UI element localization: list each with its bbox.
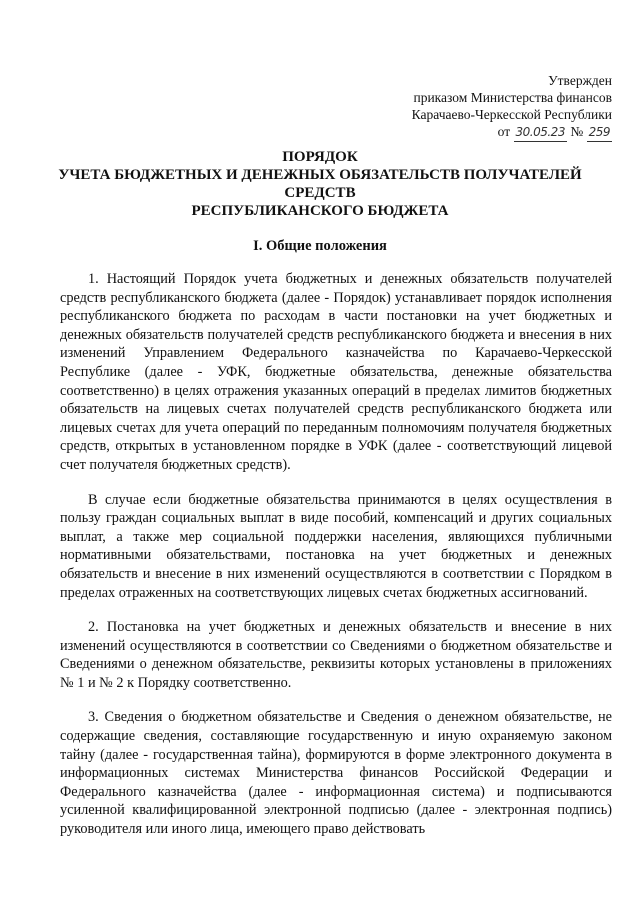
title-line-3: СРЕДСТВ [284, 185, 356, 201]
document-body [60, 270, 612, 855]
approval-block [412, 72, 612, 142]
paragraph: 3. Сведения о бюджетном обязательстве и Сведения о денежном обязательстве, не содержащие сведения, составляющие государственную и иную охраняемую законом тайну (далее - государственная тайна), формируются в форме электронного документа в информационных системах Министерства финансов Российской Федерации и Федерального казначейства (далее - информационная система) и подписываются усиленной квалифицированной электронной подписью (далее - электронная подпись) руководителя или иного лица, имеющего право действовать [60, 709, 612, 838]
section-heading: I. Общие положения [253, 238, 387, 254]
paragraph: В случае если бюджетные обязательства принимаются в целях осуществления в пользу граждан социальных выплат в виде пособий, компенсаций и других социальных выплат, а также мер социальной поддержки населения, являющихся публичными нормативными обязательствами, постановка на учет бюджетных и денежных обязательств и внесение в них изменений осуществляются в соответствии с Порядком в пределах отраженных на соответствующих лицевых счетах бюджетных ассигнований. [60, 491, 612, 601]
title-line-1: ПОРЯДОК [282, 149, 358, 165]
document-title [0, 148, 640, 220]
handwritten-date: 30.05.23 [514, 124, 567, 142]
approval-date-line [412, 123, 612, 142]
handwritten-number: 259 [587, 124, 612, 142]
paragraph: 2. Постановка на учет бюджетных и денежных обязательств и внесение в них изменений осуществляются в соответствии со Сведениями о бюджетном обязательстве и Сведениями о денежном обязательстве, реквизиты которых установлены в приложениях № 1 и № 2 к Порядку соответственно. [60, 619, 612, 691]
approval-line-2: приказом Министерства финансов [413, 90, 612, 105]
approval-line-3: Карачаево-Черкесской Республики [411, 107, 612, 122]
title-line-4: РЕСПУБЛИКАНСКОГО БЮДЖЕТА [191, 203, 449, 219]
approval-line-1: Утвержден [548, 73, 612, 88]
title-line-2: УЧЕТА БЮДЖЕТНЫХ И ДЕНЕЖНЫХ ОБЯЗАТЕЛЬСТВ ПОЛУЧАТЕЛЕЙ [58, 167, 582, 183]
date-prefix: от [497, 124, 511, 139]
paragraph: 1. Настоящий Порядок учета бюджетных и денежных обязательств получателей средств республиканского бюджета (далее - Порядок) устанавливает порядок исполнения республиканского бюджета по расходам в части постановки на учет бюджетных и денежных обязательств получателей средств республиканского бюджета и внесения в них изменений Управлением Федерального казначейства по Карачаево-Черкесской Республике (далее - УФК, бюджетные обязательства, денежные обязательства соответственно) в целях отражения указанных операций в пределах лимитов бюджетных обязательств на лицевых счетах получателей средств республиканского бюджета или лицевых счетах для учета операций по переданным полномочиям получателя бюджетных средств, открытых в установленном порядке в УФК (далее - соответствующий лицевой счет получателя бюджетных средств). [60, 271, 612, 473]
number-label: № [570, 124, 584, 139]
